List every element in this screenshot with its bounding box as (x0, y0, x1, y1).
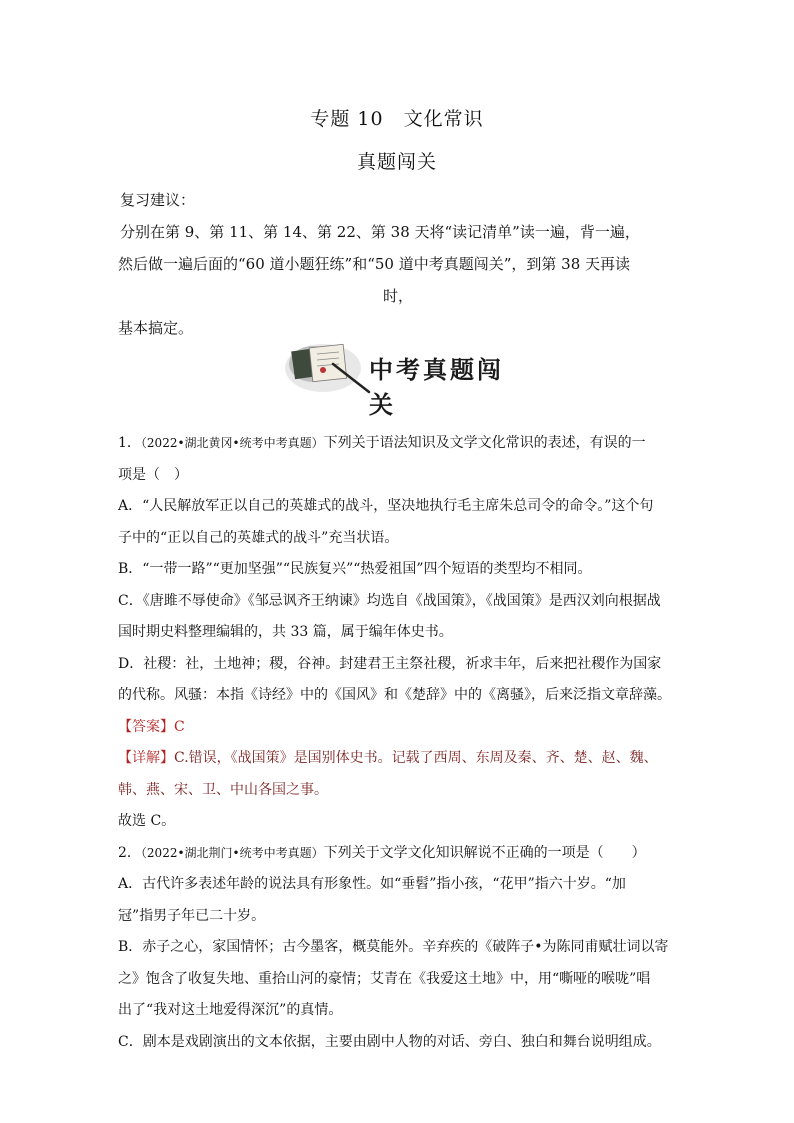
question-list (118, 428, 682, 1058)
q1-detail (118, 743, 682, 775)
q2-option-a: A．古代许多表述年龄的说法具有形象性。如“垂髫”指小孩，“花甲”指六十岁。“加 (118, 876, 626, 892)
q1-option-d: D．社稷：社，土地神；稷，谷神。封建君王主祭社稷，祈求丰年，后来把社稷作为国家 (118, 655, 662, 672)
q1-option-c-cont: 国时期史料整理编辑的，共 33 篇，属于编年体史书。 (118, 624, 453, 640)
q1-conclusion: 故选 C。 (118, 813, 176, 829)
book-brush-icon (283, 336, 373, 396)
question-1-stem-cont: 项是（ ） (118, 466, 188, 483)
question-1-stem (118, 428, 682, 460)
page-title: 专题 10 文化常识 (310, 108, 484, 130)
q1-option-b: B．“一带一路”“更加坚强”“民族复兴”“热爱祖国”四个短语的类型均不相同。 (118, 561, 592, 577)
question-number: 2． (118, 844, 141, 861)
advice-line-4: 基本搞定。 (118, 319, 194, 337)
q1-option-a-cont: 子中的“正以自己的英雄式的战斗”充当状语。 (118, 529, 399, 546)
q1-option-a: A．“人民解放军正以自己的英雄式的战斗，坚决地执行毛主席朱总司令的命令。”这个句 (118, 498, 654, 514)
q2-option-b-cont: 之》饱含了收复失地、重拾山河的豪情；艾青在《我爱这土地》中，用“嘶哑的喉咙”唱 (118, 970, 651, 987)
q2-option-b: B．赤子之心，家国情怀；古今墨客，概莫能外。辛弃疾的《破阵子•为陈同甫赋壮词以寄 (118, 939, 669, 955)
detail-label: 【详解】 (118, 750, 174, 766)
answer-value: C (174, 718, 185, 735)
advice-label: 复习建议： (120, 191, 196, 209)
detail-text: C.错误，《战国策》是国别体史书。记载了西周、东周及秦、齐、楚、赵、魏、 (174, 750, 658, 766)
question-2-stem (118, 838, 682, 870)
question-source: （2022•湖北荆门•统考中考真题） (140, 845, 324, 860)
question-source: （2022•湖北黄冈•统考中考真题） (140, 436, 324, 450)
banner-title: 中考真题闯关 (369, 355, 504, 419)
q1-option-c: C．《唐雎不辱使命》《邹忌讽齐王纳谏》均选自《战国策》，《战国策》是西汉刘向根据战 (118, 592, 661, 609)
q2-option-c: C．剧本是戏剧演出的文本依据，主要由剧中人物的对话、旁白、独白和舞台说明组成。 (118, 1033, 661, 1050)
answer-label: 【答案】 (118, 718, 174, 735)
advice-line-3: 时， (382, 287, 413, 305)
q1-answer (118, 712, 682, 744)
review-advice (118, 184, 678, 344)
q2-option-b-cont2: 出了“我对这土地爱得深沉”的真情。 (118, 1002, 343, 1018)
page-subtitle: 真题闯关 (356, 151, 437, 173)
advice-line-2: 然后做一遍后面的“60 道小题狂练”和“50 道中考真题闯关”，到第 38 天再读 (118, 255, 631, 273)
question-number: 1． (118, 435, 141, 451)
question-stem-line: 下列关于文学文化知识解说不正确的一项是（ ） (323, 844, 646, 861)
advice-line-1: 分别在第 9、第 11、第 14、第 22、第 38 天将“读记清单”读一遍，背一遍， (120, 223, 640, 241)
q2-option-a-cont: 冠”指男子年已二十岁。 (118, 907, 266, 924)
q1-detail-cont: 韩、燕、宋、卫、中山各国之事。 (118, 781, 328, 798)
section-banner (283, 336, 523, 419)
question-stem-line: 下列关于语法知识及文学文化常识的表述，有误的一 (323, 435, 646, 451)
q1-option-d-cont: 的代称。风骚：本指《诗经》中的《国风》和《楚辞》中的《离骚》，后来泛指文章辞藻。 (118, 687, 671, 703)
